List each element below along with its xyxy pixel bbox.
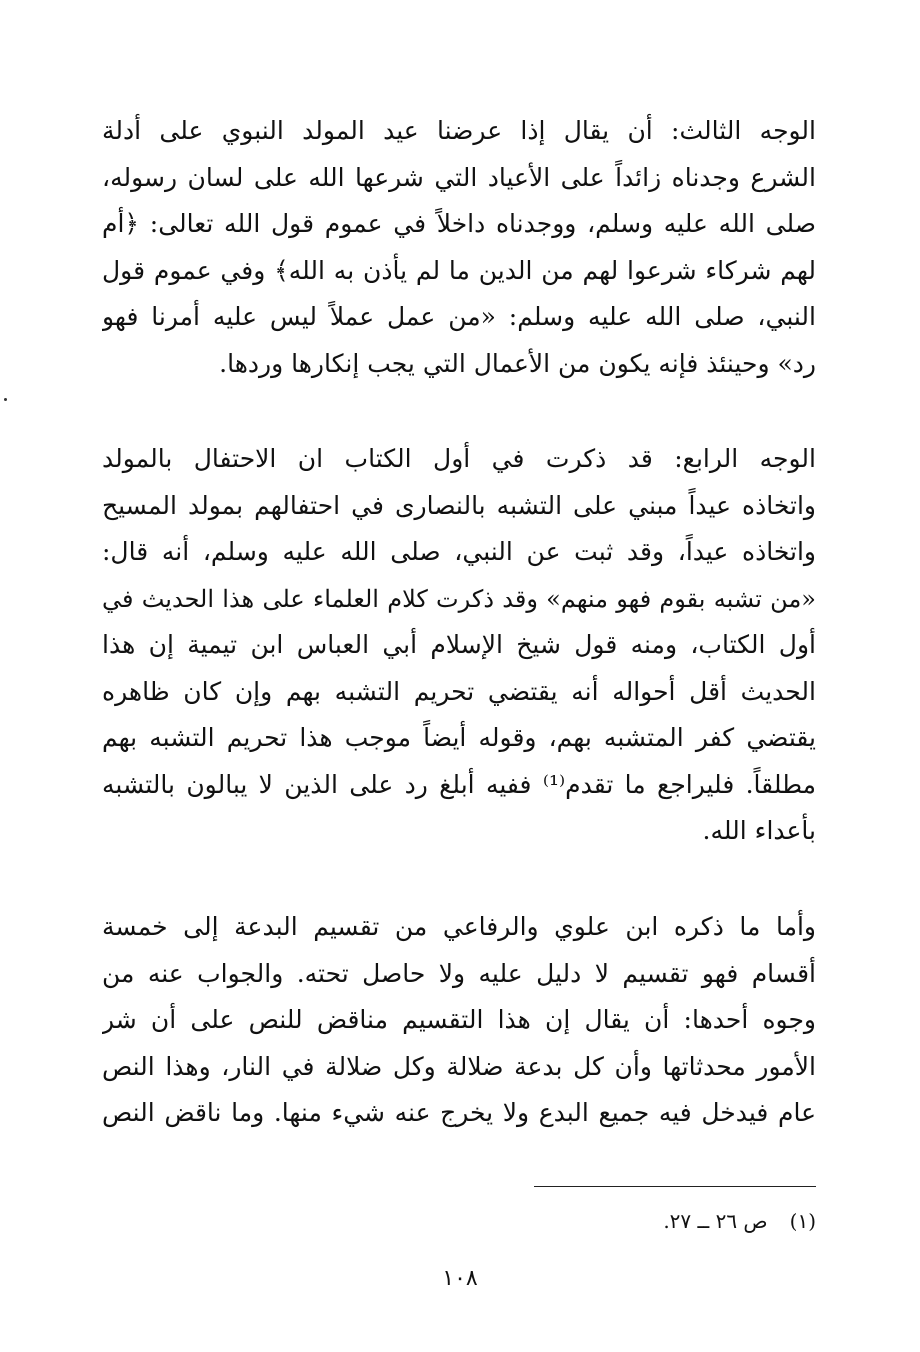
text-line: وجوه أحدها: أن يقال إن هذا التقسيم مناقض للنص على أن شر bbox=[102, 1005, 816, 1034]
scan-speck bbox=[4, 398, 7, 401]
text-line: أقسام فهو تقسيم لا دليل عليه ولا حاصل تحته. والجواب عنه من bbox=[102, 958, 816, 988]
text-line: «من تشبه بقوم فهو منهم» وقد ذكرت كلام العلماء على هذا الحديث في bbox=[102, 584, 816, 613]
text-line: الوجه الرابع: قد ذكرت في أول الكتاب ان الاحتفال بالمولد bbox=[102, 444, 816, 473]
text-line: يقتضي كفر المتشبه بهم، وقوله أيضاً موجب هذا تحريم التشبه بهم bbox=[102, 723, 816, 752]
footnote-divider bbox=[534, 1186, 816, 1187]
text-line: الشرع وجدناه زائداً على الأعياد التي شرعها الله على لسان رسوله، bbox=[102, 162, 816, 192]
text-line: أول الكتاب، ومنه قول شيخ الإسلام أبي العباس ابن تيمية إن هذا bbox=[102, 630, 816, 659]
footnote-text: ص ٢٦ ــ ٢٧. bbox=[663, 1209, 768, 1233]
text-line: واتخاذه عيداً مبني على التشبه بالنصارى في احتفالهم بمولد المسيح bbox=[102, 490, 816, 520]
footnote-marker: (١) bbox=[789, 1209, 816, 1233]
paragraph-fourth-aspect bbox=[102, 436, 816, 855]
text-line: الوجه الثالث: أن يقال إذا عرضنا عيد المولد النبوي على أدلة bbox=[102, 116, 816, 145]
text-line: واتخاذه عيداً، وقد ثبت عن النبي، صلى الله عليه وسلم، أنه قال: bbox=[102, 537, 816, 566]
text-line: عام فيدخل فيه جميع البدع ولا يخرج عنه شيء منها. وما ناقض النص bbox=[102, 1098, 816, 1127]
text-line: رد» وحينئذ فإنه يكون من الأعمال التي يجب إنكارها وردها. bbox=[219, 348, 816, 378]
paragraph-bidah-division bbox=[102, 904, 816, 1137]
text-line: صلى الله عليه وسلم، ووجدناه داخلاً في عموم قول الله تعالى: ﴿أم bbox=[102, 209, 816, 238]
text-line: لهم شركاء شرعوا لهم من الدين ما لم يأذن به الله﴾ وفي عموم قول bbox=[102, 255, 816, 285]
text-line: الأمور محدثاتها وأن كل بدعة ضلالة وكل ضلالة في النار، وهذا النص bbox=[102, 1051, 816, 1081]
text-line: بأعداء الله. bbox=[702, 816, 816, 845]
text-line: وأما ما ذكره ابن علوي والرفاعي من تقسيم البدعة إلى خمسة bbox=[102, 912, 816, 941]
text-line: النبي، صلى الله عليه وسلم: «من عمل عملاً ليس عليه أمرنا فهو bbox=[102, 302, 816, 331]
page-number: ١٠٨ bbox=[442, 1266, 478, 1291]
footnote bbox=[300, 1204, 816, 1238]
text-line: مطلقاً. فليراجع ما تقدم⁽¹⁾ ففيه أبلغ رد على الذين لا يبالون بالتشبه bbox=[102, 769, 816, 799]
paragraph-third-aspect bbox=[102, 108, 816, 387]
text-line: الحديث أقل أحواله أنه يقتضي تحريم التشبه بهم وإن كان ظاهره bbox=[102, 676, 816, 706]
